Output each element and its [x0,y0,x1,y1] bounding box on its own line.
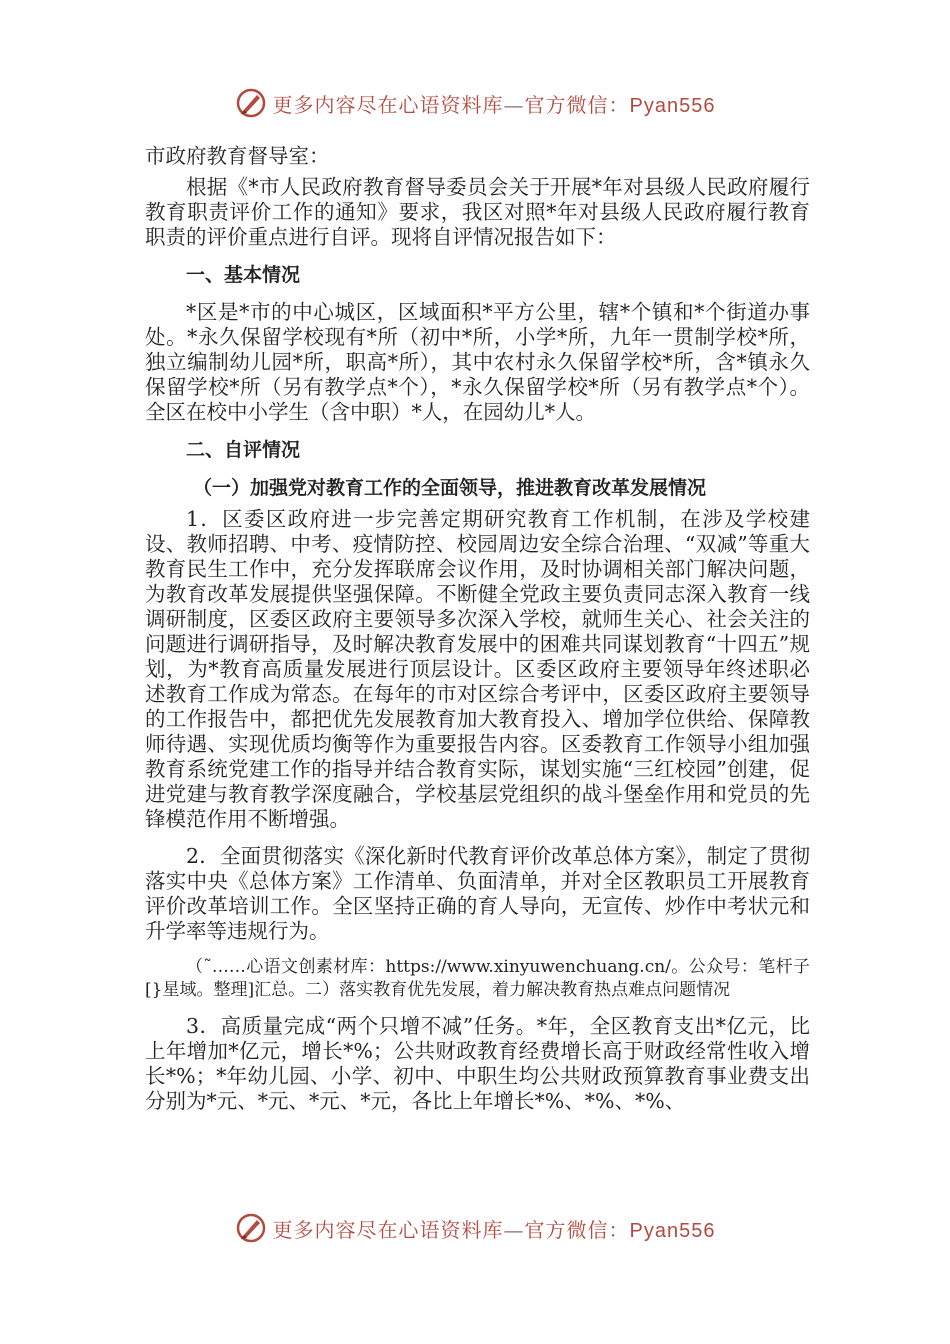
intro-paragraph: 根据《*市人民政府教育督导委员会关于开展*年对县级人民政府履行教育职责评价工作的通知》要求，我区对照*年对县级人民政府履行教育职责的评价重点进行自评。现将自评情况报告如下： [145,175,810,249]
header-banner [0,83,950,123]
banner-text: 更多内容尽在心语资料库—官方微信：Pyan556 [272,92,716,117]
section-heading-self-eval: 二、自评情况 [186,439,301,461]
document-body [145,144,810,1114]
paragraph-1: 1．区委区政府进一步完善定期研究教育工作机制，在涉及学校建设、教师招聘、中考、疫情防控、校园周边安全综合治理、“双减”等重大教育民生工作中，充分发挥联席会议作用，及时协调相关部门解决问题，为教育改革发展提供坚强保障。不断健全党政主要负责同志深入教育一线调研制度，区委区政府主要领导多次深入学校，就师生关心、社会关注的问题进行调研指导，及时解决教育发展中的困难共同谋划教育“十四五”规划，为*教育高质量发展进行顶层设计。区委区政府主要领导年终述职必述教育工作成为常态。在每年的市对区综合考评中，区委区政府主要领导的工作报告中，都把优先发展教育加大教育投入、增加学位供给、保障教师待遇、实现优质均衡等作为重要报告内容。区委教育工作领导小组加强教育系统党建工作的指导并结合教育实际，谋划实施“三红校园”创建，促进党建与教育教学深度融合，学校基层党组织的战斗堡垒作用和党员的先锋模范作用不断增强。 [145,507,810,831]
section-heading-basic: 一、基本情况 [186,264,301,286]
footer-banner [0,1208,950,1248]
source-note: （˜……心语文创素材库：https://www.xinyuwenchuang.cn/。公众号：笔杆子[}星域。整理]汇总。二）落实教育优先发展，着力解决教育热点难点问题情况 [145,957,810,1000]
pen-circle-icon [235,1212,267,1244]
pen-circle-icon [235,87,267,119]
subsection-heading-party-leadership: （一）加强党对教育工作的全面领导，推进教育改革发展情况 [193,477,707,499]
paragraph-2: 2．全面贯彻落实《深化新时代教育评价改革总体方案》，制定了贯彻落实中央《总体方案》工作清单、负面清单，并对全区教职员工开展教育评价改革培训工作。全区坚持正确的育人导向，无宣传、炒作中考状元和升学率等违规行为。 [145,844,810,943]
salutation: 市政府教育督导室： [145,144,330,168]
basic-info-paragraph: *区是*市的中心城区，区域面积*平方公里，辖*个镇和*个街道办事处。*永久保留学校现有*所（初中*所，小学*所，九年一贯制学校*所，独立编制幼儿园*所，职高*所），其中农村永久保留学校*所，含*镇永久保留学校*所（另有教学点*个），*永久保留学校*所（另有教学点*个）。全区在校中小学生（含中职）*人，在园幼儿*人。 [145,300,810,424]
paragraph-3: 3．高质量完成“两个只增不减”任务。*年，全区教育支出*亿元，比上年增加*亿元，增长*%；公共财政教育经费增长高于财政经常性收入增长*%；*年幼儿园、小学、初中、中职生均公共财政预算教育事业费支出分别为*元、*元、*元、*元，各比上年增长*%、*%、*%、 [145,1014,810,1113]
banner-text: 更多内容尽在心语资料库—官方微信：Pyan556 [272,1217,716,1242]
